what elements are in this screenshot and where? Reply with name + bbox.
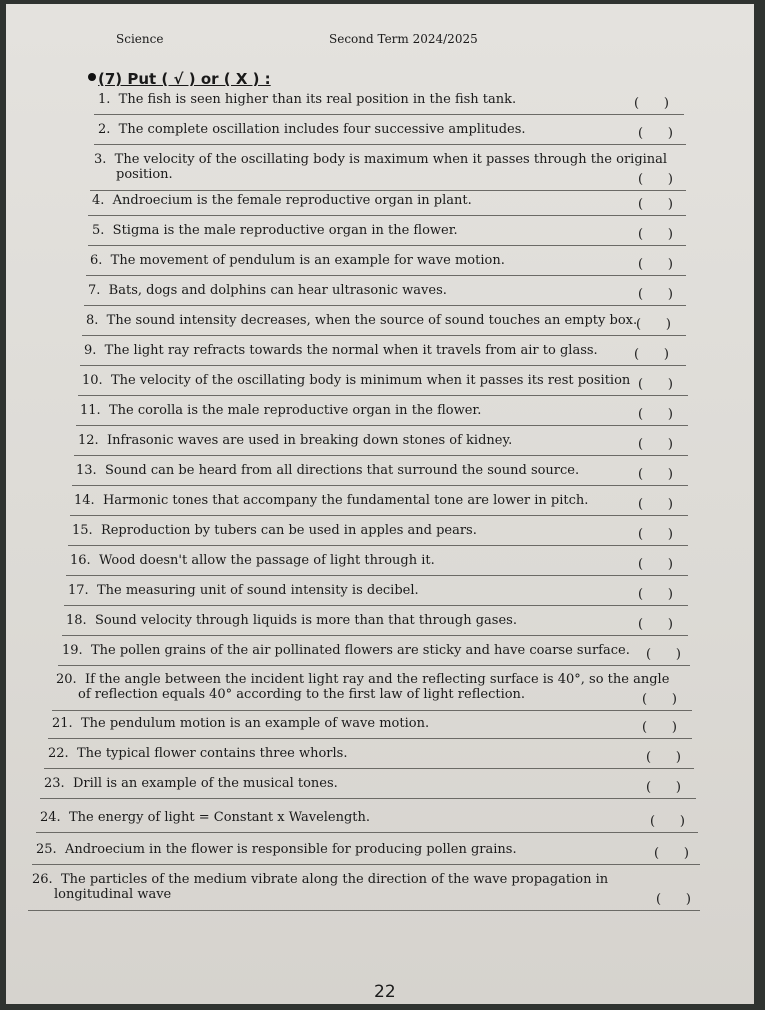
- question-rule: [64, 605, 688, 606]
- question-number: 13.: [76, 463, 97, 478]
- question-rule: [88, 245, 686, 246]
- answer-bracket[interactable]: ( ): [656, 892, 691, 907]
- answer-bracket[interactable]: ( ): [636, 317, 671, 332]
- question-rule: [36, 832, 698, 833]
- question-number: 16.: [70, 553, 91, 568]
- question-number: 8.: [86, 313, 99, 328]
- question-number: 21.: [52, 716, 73, 731]
- question-text: Sound velocity through liquids is more than that through gases.: [94, 613, 517, 628]
- answer-bracket[interactable]: ( ): [638, 126, 673, 141]
- answer-bracket[interactable]: ( ): [646, 750, 681, 765]
- question-number: 18.: [66, 613, 87, 628]
- question-text: Reproduction by tubers can be used in apples and pears.: [100, 523, 477, 538]
- question-rule: [58, 665, 690, 666]
- question-text: Drill is an example of the musical tones.: [72, 776, 338, 791]
- question-rule: [62, 635, 688, 636]
- question-number: 7.: [88, 283, 101, 298]
- question-rule: [44, 768, 694, 769]
- question-rule: [32, 864, 700, 865]
- question-number: 15.: [72, 523, 93, 538]
- question-rule: [48, 738, 692, 739]
- question-text: The energy of light = Constant x Wavelength.: [68, 810, 371, 825]
- question-number: 10.: [82, 373, 103, 388]
- question-text: Wood doesn't allow the passage of light through it.: [98, 553, 435, 568]
- question-rule: [94, 144, 686, 145]
- answer-bracket[interactable]: ( ): [638, 467, 673, 482]
- answer-bracket[interactable]: ( ): [654, 846, 689, 861]
- answer-bracket[interactable]: ( ): [638, 407, 673, 422]
- answer-bracket[interactable]: ( ): [634, 96, 669, 111]
- question-number: 14.: [74, 493, 95, 508]
- question-text: Androecium is the female reproductive organ in plant.: [112, 193, 472, 208]
- question-number: 11.: [80, 403, 101, 418]
- question-text: Androecium in the flower is responsible for producing pollen grains.: [64, 842, 517, 857]
- question-text: The pendulum motion is an example of wave motion.: [80, 716, 430, 731]
- question-number: 17.: [68, 583, 89, 598]
- question-rule: [66, 575, 688, 576]
- question-text: The velocity of the oscillating body is maximum when it passes through the original: [114, 152, 668, 167]
- answer-bracket[interactable]: ( ): [642, 692, 677, 707]
- question-number: 9.: [84, 343, 97, 358]
- question-item: [48, 746, 748, 761]
- question-rule: [76, 425, 688, 426]
- question-text: The fish is seen higher than its real position in the fish tank.: [118, 92, 517, 107]
- answer-bracket[interactable]: ( ): [646, 647, 681, 662]
- question-number: 1.: [98, 92, 111, 107]
- question-rule: [88, 215, 686, 216]
- question-number: 2.: [98, 122, 111, 137]
- bullet-icon: [88, 73, 96, 81]
- question-text: The particles of the medium vibrate along the direction of the wave propagation in: [60, 872, 609, 887]
- question-rule: [82, 335, 686, 336]
- answer-bracket[interactable]: ( ): [638, 497, 673, 512]
- question-rule: [52, 710, 692, 711]
- answer-bracket[interactable]: ( ): [638, 587, 673, 602]
- question-number: 12.: [78, 433, 99, 448]
- answer-bracket[interactable]: ( ): [638, 197, 673, 212]
- question-item: [44, 776, 744, 791]
- question-item: [32, 872, 732, 902]
- question-number: 22.: [48, 746, 69, 761]
- question-text: Sound can be heard from all directions that surround the sound source.: [104, 463, 580, 478]
- question-text: The movement of pendulum is an example for wave motion.: [110, 253, 505, 268]
- question-number: 26.: [32, 872, 53, 887]
- answer-bracket[interactable]: ( ): [638, 617, 673, 632]
- page-number: 22: [374, 982, 396, 1002]
- question-rule: [90, 190, 686, 191]
- question-text-continued: of reflection equals 40° according to the first law of light reflection.: [78, 687, 526, 702]
- question-number: 24.: [40, 810, 61, 825]
- question-text: Bats, dogs and dolphins can hear ultrasonic waves.: [108, 283, 447, 298]
- question-text: Infrasonic waves are used in breaking down stones of kidney.: [106, 433, 513, 448]
- question-item: [36, 842, 736, 857]
- question-text: The complete oscillation includes four successive amplitudes.: [118, 122, 526, 137]
- question-text: Stigma is the male reproductive organ in the flower.: [112, 223, 458, 238]
- question-rule: [80, 365, 686, 366]
- question-number: 3.: [94, 152, 107, 167]
- question-rule: [28, 910, 700, 911]
- question-rule: [86, 275, 686, 276]
- question-number: 6.: [90, 253, 103, 268]
- question-text: The typical flower contains three whorls.: [76, 746, 348, 761]
- question-item: [40, 810, 740, 825]
- question-text: The light ray refracts towards the normal when it travels from air to glass.: [104, 343, 598, 358]
- answer-bracket[interactable]: ( ): [646, 780, 681, 795]
- worksheet-page: [6, 4, 754, 1004]
- question-rule: [68, 545, 688, 546]
- question-text: Harmonic tones that accompany the fundamental tone are lower in pitch.: [102, 493, 589, 508]
- question-rule: [70, 515, 688, 516]
- question-text: The velocity of the oscillating body is minimum when it passes its rest position: [110, 373, 631, 388]
- answer-bracket[interactable]: ( ): [638, 227, 673, 242]
- section-title: (7) Put ( √ ) or ( X ) :: [98, 70, 271, 88]
- question-number: 23.: [44, 776, 65, 791]
- question-rule: [78, 395, 688, 396]
- question-rule: [40, 798, 696, 799]
- term-label: Second Term 2024/2025: [329, 32, 478, 46]
- answer-bracket[interactable]: ( ): [634, 347, 669, 362]
- answer-bracket[interactable]: ( ): [650, 814, 685, 829]
- answer-bracket[interactable]: ( ): [638, 172, 673, 187]
- answer-bracket[interactable]: ( ): [638, 257, 673, 272]
- question-text-continued: longitudinal wave: [54, 887, 172, 902]
- answer-bracket[interactable]: ( ): [642, 720, 677, 735]
- question-rule: [72, 485, 688, 486]
- question-number: 20.: [56, 672, 77, 687]
- subject-label: Science: [116, 32, 164, 46]
- question-number: 5.: [92, 223, 105, 238]
- question-text: The corolla is the male reproductive organ in the flower.: [108, 403, 482, 418]
- question-text: If the angle between the incident light ray and the reflecting surface is 40°, so the angle: [84, 672, 670, 687]
- question-number: 25.: [36, 842, 57, 857]
- question-number: 19.: [62, 643, 83, 658]
- question-rule: [94, 114, 684, 115]
- answer-bracket[interactable]: ( ): [638, 557, 673, 572]
- question-number: 4.: [92, 193, 105, 208]
- question-text: The sound intensity decreases, when the source of sound touches an empty box.: [106, 313, 638, 328]
- answer-bracket[interactable]: ( ): [638, 437, 673, 452]
- question-rule: [84, 305, 686, 306]
- answer-bracket[interactable]: ( ): [638, 377, 673, 392]
- question-rule: [74, 455, 688, 456]
- answer-bracket[interactable]: ( ): [638, 287, 673, 302]
- question-text: The measuring unit of sound intensity is decibel.: [96, 583, 419, 598]
- question-text: The pollen grains of the air pollinated flowers are sticky and have coarse surface.: [90, 643, 630, 658]
- question-text-continued: position.: [116, 167, 173, 182]
- answer-bracket[interactable]: ( ): [638, 527, 673, 542]
